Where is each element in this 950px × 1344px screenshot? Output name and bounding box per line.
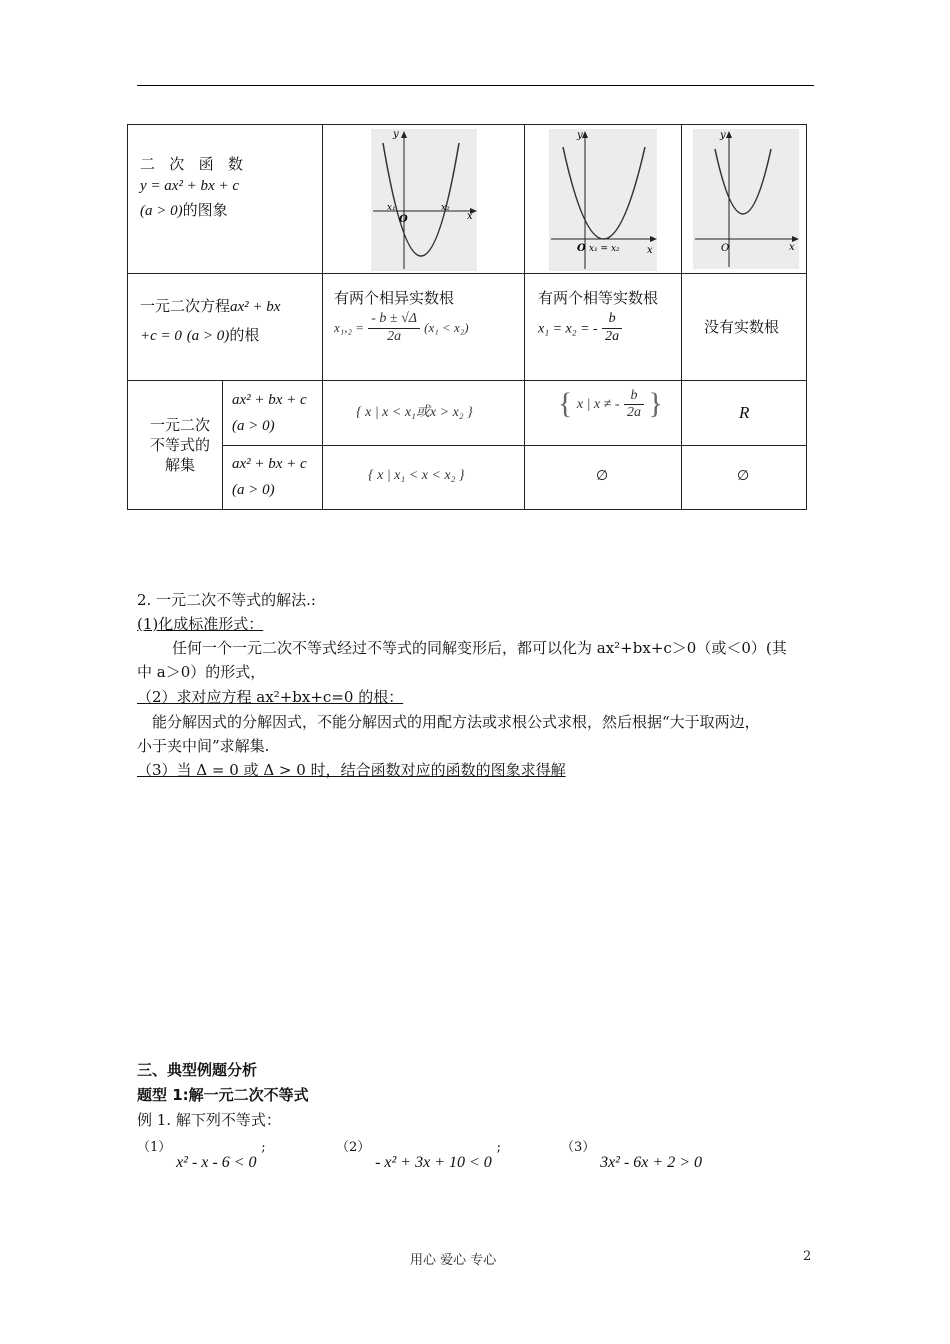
graph3-y-label: y [720,130,726,141]
item1-expr: x² - x - 6 < 0 [176,1154,257,1171]
step1-title: (1)化成标准形式： [137,615,264,633]
row2-col1 [334,289,522,346]
row1-cond: (a > 0) [140,203,183,219]
graph2-x12-label: x₁ = x₂ [589,244,620,254]
row3b-col3: ∅ [737,468,750,484]
row2-col3: 没有实数根 [704,318,780,336]
graph2-y-label: y [577,130,583,141]
row3b-col2: ∅ [596,468,609,484]
row2-col1-num: - b ± √Δ [368,311,420,329]
row3-label-1: 一元二次 [149,416,210,434]
row3b-ineq: ax² + bx + c [232,456,307,472]
graph1-x2-label: x₂ [441,203,450,213]
step2-body-b: 小于夹中间”求解集. [137,737,270,755]
item2-expr: - x² + 3x + 10 < 0 [375,1154,492,1171]
graph-double-root [549,129,657,271]
graph3-o-label: O [721,243,730,254]
row2-suffix: 的根 [229,326,260,344]
row3a-col2-den: 2a [626,404,641,420]
row2-col1-cond: (x₁ < x₂) [424,319,469,335]
row3-label-2: 不等式的 [149,436,210,454]
row3a-cond: (a > 0) [232,418,275,434]
row2-col2-title: 有两个相等实数根 [538,289,659,307]
row3-label [140,415,220,475]
row3a-ineq-cell [232,387,324,439]
row2-col2 [538,289,678,346]
row3a-col2-lhs: x | x ≠ - [576,397,620,412]
row1-suffix: 的图象 [182,201,228,219]
row2-label [140,297,320,345]
row1-label-line1: 二 次 函 数 [140,155,243,173]
graph2-x-label: x [647,245,653,256]
example-item-2 [336,1136,501,1171]
graph1-x-label: x [467,211,473,222]
graph-two-roots [371,129,477,271]
row2-formula2: +c = 0 [140,328,182,344]
row2-formula: ax² + bx [230,299,281,315]
example-item-3 [561,1136,702,1171]
row2-col1-lhs: x₁,₂ = [334,319,365,335]
row3b-ineq-cell [232,451,324,503]
type1-heading: 题型 1:解一元二次不等式 [137,1086,309,1104]
step2-body-a: 能分解因式的分解因式，不能分解因式的用配方法或求根公式求根，然后根据“大于取两边， [152,713,760,731]
item1-num: （1） [137,1140,172,1155]
step3: （3）当 Δ = 0 或 Δ > 0 时，结合函数对应的函数的图象求得解 [137,761,566,779]
graph1-o-label: O [399,214,408,225]
row3b-col1: { x | x₁ < x < x₂ } [368,468,465,483]
graph2-o-label: O [577,243,586,254]
item3-num: （3） [561,1140,596,1155]
graph-no-root [693,129,799,269]
row3a-col1: { x | x < x₁或x > x₂ } [356,405,473,420]
row3a-col3: R [739,403,750,422]
example-item-1 [137,1136,266,1171]
row2-col2-den: 2a [605,328,620,344]
header-rule [137,85,814,86]
summary-table [127,124,807,510]
row3-label-3: 解集 [164,456,195,474]
example1: 例 1. 解下列不等式： [137,1111,281,1129]
row3a-ineq: ax² + bx + c [232,392,307,408]
graph3-x-label: x [789,242,795,253]
page-number: 2 [803,1249,812,1264]
item1-sep: ; [261,1140,266,1155]
step1-body-a: 任何一个一元二次不等式经过不等式的同解变形后，都可以化为 ax²+bx+c＞0（或＜0）(其 [172,639,787,657]
row3a-col2: { x | x ≠ - $\frac{b}{2a}$ } [558,387,663,420]
graph1-x1-label: x₁ [387,203,396,213]
row2-col2-num: b [602,311,622,329]
row2-label-a: 一元二次方程 [140,297,231,315]
row1-label [140,155,320,220]
section3-heading: 三、典型例题分析 [137,1061,258,1079]
row2-cond: (a > 0) [186,328,230,344]
row2-col1-title: 有两个相异实数根 [334,289,455,307]
row2-col2-lhs: x₁ = x₂ = - [538,321,598,337]
graph1-y-label: y [393,129,399,140]
row3a-col2-num: b [624,388,644,405]
item3-expr: 3x² - 6x + 2 > 0 [600,1154,702,1171]
step1-body-b: 中 a＞0）的形式， [137,663,266,681]
row1-formula: y = ax² + bx + c [140,178,239,194]
item2-num: （2） [336,1140,371,1155]
step2-title: （2）求对应方程 ax²+bx+c=0 的根： [137,688,404,706]
row3b-cond: (a > 0) [232,482,275,498]
section2-heading: 2. 一元二次不等式的解法.: [137,591,316,609]
item2-sep: ; [496,1140,501,1155]
row2-col1-den: 2a [387,328,402,344]
footer-center: 用心 爱心 专心 [410,1253,497,1268]
